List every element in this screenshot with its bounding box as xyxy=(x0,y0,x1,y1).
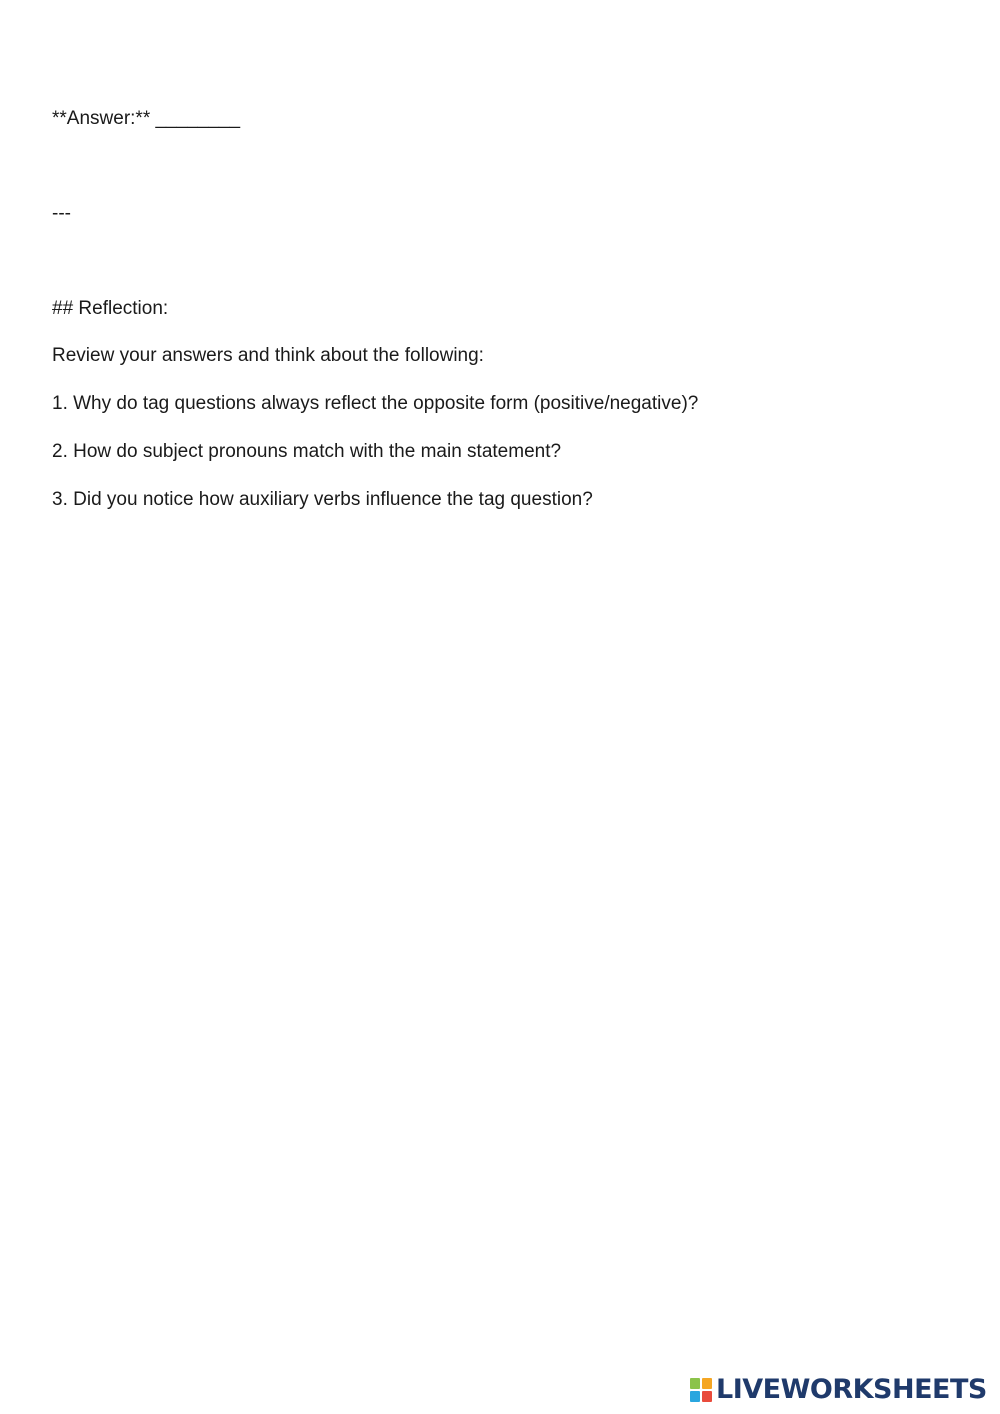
reflection-heading: ## Reflection: xyxy=(52,298,169,319)
horizontal-divider: --- xyxy=(52,203,71,224)
reflection-intro: Review your answers and think about the following: xyxy=(52,345,484,366)
reflection-question-1: 1. Why do tag questions always reflect the opposite form (positive/negative)? xyxy=(52,393,699,414)
liveworksheets-logo xyxy=(690,1375,987,1405)
logo-square-orange xyxy=(702,1378,712,1389)
reflection-question-2: 2. How do subject pronouns match with the main statement? xyxy=(52,441,562,462)
reflection-question-3: 3. Did you notice how auxiliary verbs influence the tag question? xyxy=(52,489,593,510)
logo-square-green xyxy=(690,1378,700,1389)
answer-line: **Answer:** ________ xyxy=(52,108,241,129)
liveworksheets-logo-icon xyxy=(690,1378,712,1402)
logo-square-red xyxy=(702,1391,712,1402)
logo-text: LIVEWORKSHEETS xyxy=(716,1374,987,1405)
logo-square-blue xyxy=(690,1391,700,1402)
